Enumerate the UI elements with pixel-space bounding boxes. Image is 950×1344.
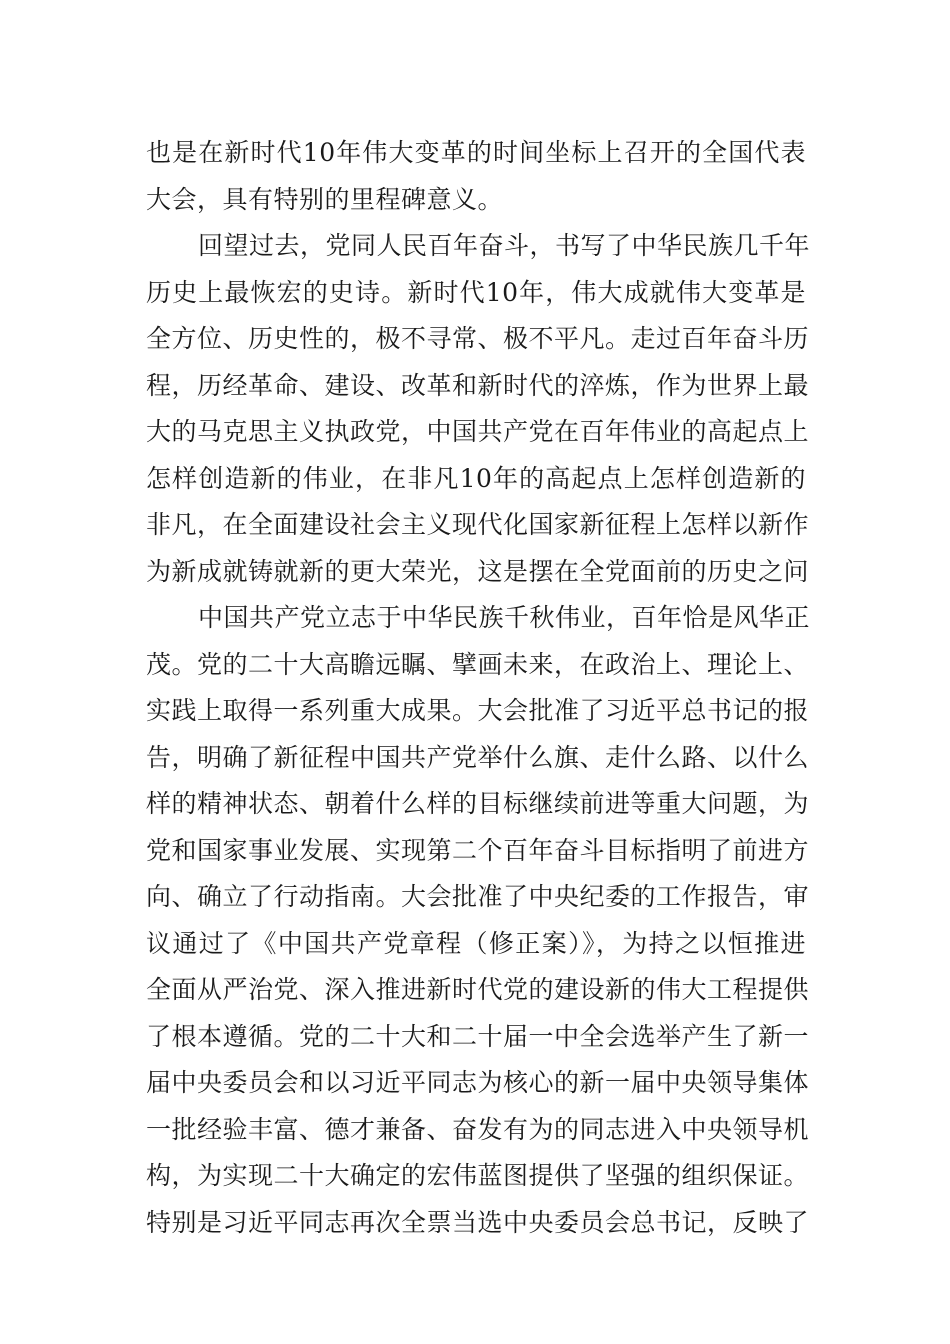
- text-line: 大的马克思主义执政党，中国共产党在百年伟业的高起点上: [146, 417, 810, 446]
- paragraph-start-line: 中国共产党立志于中华民族千秋伟业，百年恰是风华正: [198, 603, 811, 632]
- text-line: 特别是习近平同志再次全票当选中央委员会总书记，反映了: [146, 1207, 810, 1237]
- text-line: 构，为实现二十大确定的宏伟蓝图提供了坚强的组织保证。: [146, 1161, 810, 1190]
- text-line: 怎样创造新的伟业，在非凡10年的高起点上怎样创造新的: [146, 463, 806, 493]
- text-line: 全面从严治党、深入推进新时代党的建设新的伟大工程提供: [146, 975, 810, 1004]
- text-line: 党和国家事业发展、实现第二个百年奋斗目标指明了前进方: [146, 835, 810, 865]
- text-line: 向、确立了行动指南。大会批准了中央纪委的工作报告，审: [146, 882, 810, 911]
- body-text: [146, 130, 811, 1246]
- text-line: 样的精神状态、朝着什么样的目标继续前进等重大问题，为: [146, 789, 810, 818]
- text-line: 茂。党的二十大高瞻远瞩、擘画未来，在政治上、理论上、: [146, 649, 810, 679]
- text-line: 也是在新时代10年伟大变革的时间坐标上召开的全国代表: [146, 138, 806, 167]
- text-line: 了根本遵循。党的二十大和二十届一中全会选举产生了新一: [146, 1021, 810, 1051]
- text-line: 历史上最恢宏的史诗。新时代10年，伟大成就伟大变革是: [146, 277, 806, 307]
- text-line: 大会，具有特别的里程碑意义。: [146, 184, 504, 214]
- text-line: 届中央委员会和以习近平同志为核心的新一届中央领导集体: [146, 1068, 810, 1097]
- text-line: 非凡，在全面建设社会主义现代化国家新征程上怎样以新作: [146, 510, 810, 539]
- text-line: 一批经验丰富、德才兼备、奋发有为的同志进入中央领导机: [146, 1114, 810, 1144]
- text-line: 为新成就铸就新的更大荣光，这是摆在全党面前的历史之问: [146, 556, 810, 586]
- text-line: 实践上取得一系列重大成果。大会批准了习近平总书记的报: [146, 696, 810, 725]
- text-line: 全方位、历史性的，极不寻常、极不平凡。走过百年奋斗历: [146, 324, 810, 353]
- text-line: 程，历经革命、建设、改革和新时代的淬炼，作为世界上最: [146, 370, 810, 400]
- paragraph-start-line: 回望过去，党同人民百年奋斗，书写了中华民族几千年: [198, 231, 811, 260]
- text-line: 议通过了《中国共产党章程（修正案）》，为持之以恒推进: [146, 928, 806, 958]
- text-line: 告，明确了新征程中国共产党举什么旗、走什么路、以什么: [146, 742, 810, 772]
